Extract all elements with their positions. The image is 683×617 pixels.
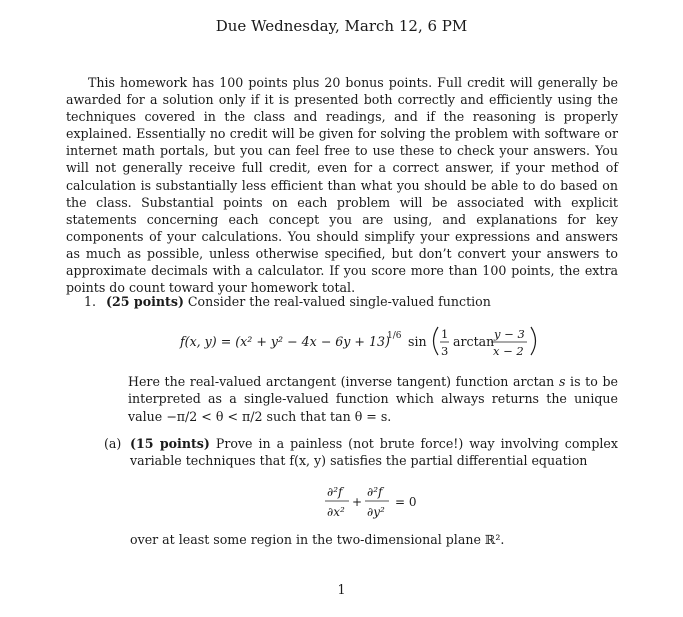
function-exponent: 1/6 xyxy=(387,331,402,341)
fraction-one: 1 xyxy=(441,327,449,341)
arctan-note-part1: Here the real-valued arctangent (inverse tangent) function arctan xyxy=(128,374,555,389)
arctan-note-variable: s xyxy=(558,374,566,389)
pde-denominator-y: ∂y² xyxy=(367,505,385,519)
pde-plus: + xyxy=(352,495,363,509)
left-paren xyxy=(434,327,439,355)
laplace-equation xyxy=(0,480,683,522)
page-number: 1 xyxy=(337,582,346,597)
part-a xyxy=(104,435,618,469)
pde-denominator-x: ∂x² xyxy=(327,505,345,519)
arctan-note-part2: is to be interpreted as a single-valued function which always returns the unique value −π/2 < θ < π/2 such that tan θ = s. xyxy=(128,374,618,424)
problem-points: (25 points) xyxy=(106,294,184,309)
function-lhs: f(x, y) = (x² + y² − 4x − 6y + 13) xyxy=(180,334,390,349)
part-a-body: Prove in a painless (not brute force!) way involving complex variable techniques that f(x, y) satisfies the partial differential equation xyxy=(130,436,618,469)
function-equation xyxy=(0,321,683,361)
part-a-text xyxy=(130,435,618,469)
problem-number: 1. xyxy=(84,294,97,309)
arctan-operator: arctan xyxy=(453,334,495,349)
problem-statement: Consider the real-valued single-valued function xyxy=(187,294,491,309)
arctan-interpretation xyxy=(128,373,618,425)
part-a-label: (a) xyxy=(104,436,122,451)
pde-equals-zero: = 0 xyxy=(395,495,417,509)
fraction-denominator: x − 2 xyxy=(493,344,524,358)
region-statement: over at least some region in the two-dimensional plane ℝ². xyxy=(130,532,505,547)
part-a-points: (15 points) xyxy=(130,436,210,451)
fraction-numerator: y − 3 xyxy=(494,327,525,341)
intro-paragraph: This homework has 100 points plus 20 bonus points. Full credit will generally be awarded for a solution only if it is presented both correctly and efficiently using the techniques covered in the class and readings, and if the reasoning is properly explained. Essentially no credit will be given for solving the problem with software or internet math portals, but you can feel free to use these to check your answers. You will not generally receive full credit, even for a correct answer, if your method of calculation is substantially less efficient than what you should be able to do based on the class. Substantial points on each problem will be associated with explicit statements concerning each concept you are using, and explanations for key components of your calculations. You should simplify your expressions and answers as much as possible, unless otherwise specified, but don’t convert your answers to approximate decimals with a calculator. If you score more than 100 points, the extra points do count toward your homework total. xyxy=(66,75,618,296)
sin-operator: sin xyxy=(408,334,427,349)
pde-numerator-1: ∂²f xyxy=(327,485,343,499)
due-date-heading: Due Wednesday, March 12, 6 PM xyxy=(215,17,468,35)
fraction-three: 3 xyxy=(441,344,449,358)
right-paren xyxy=(531,327,536,355)
pde-numerator-2: ∂²f xyxy=(367,485,383,499)
problem-1-statement xyxy=(84,293,618,310)
